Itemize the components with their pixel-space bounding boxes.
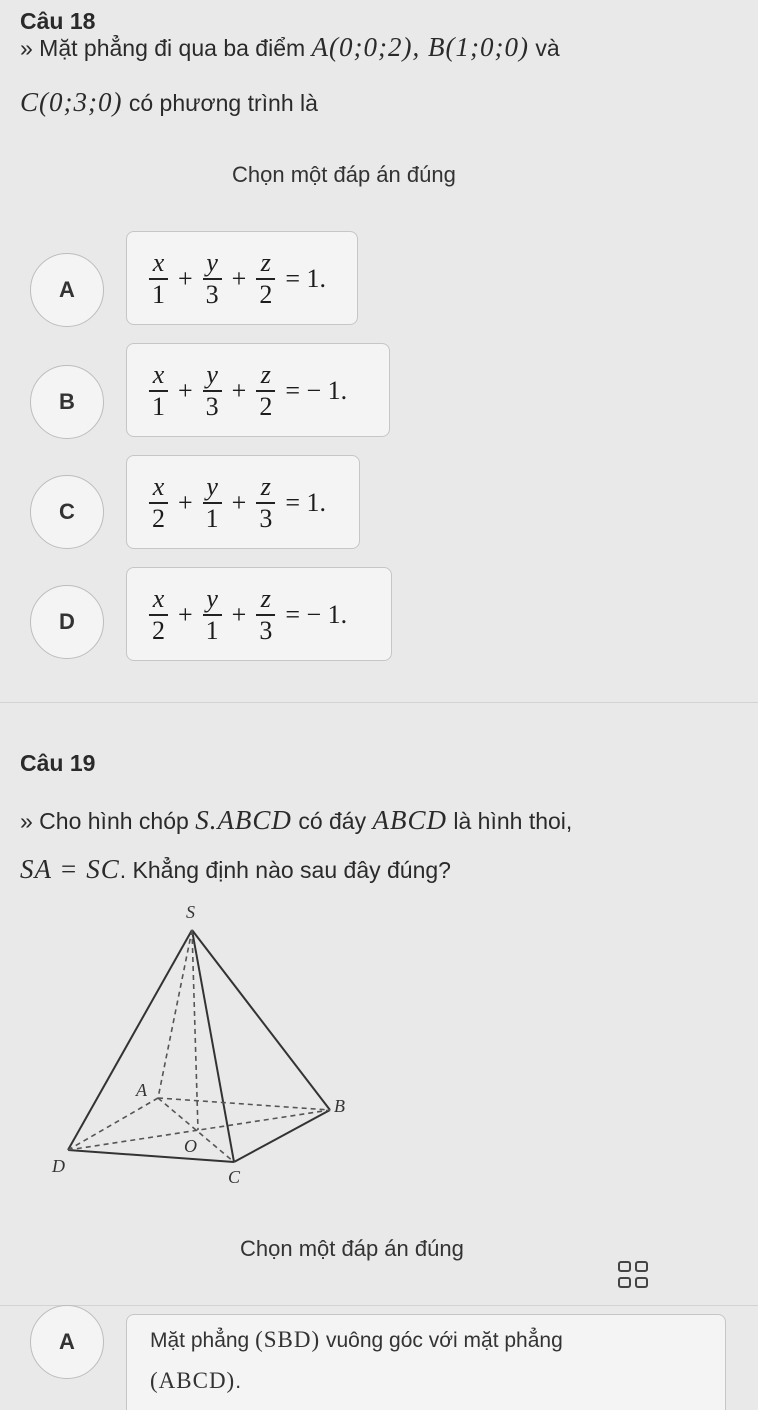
pyramid-figure [40, 900, 370, 1190]
option-a-answer[interactable] [126, 231, 358, 325]
q19-option-a-text: Mặt phẳng (SBD) vuông góc với mặt phẳng (ABCD). [150, 1327, 563, 1393]
figure-label-d: D [52, 1156, 65, 1176]
option-c-answer[interactable] [126, 455, 360, 549]
figure-label-a: A [136, 1080, 147, 1100]
question-18-text: » Mặt phẳng đi qua ba điểm A(0;0;2), B(1;0;0) và C(0;3;0) có phương trình là [20, 32, 560, 117]
grid-view-icon[interactable] [616, 1259, 652, 1295]
figure-label-o: O [184, 1136, 197, 1156]
question-19-title: Câu 19 [20, 750, 96, 776]
equation-c: $\frac{x}{2}$ + $\frac{y}{1}$ + $\frac{z}{3}$ = 1. [145, 466, 332, 540]
option-d-button[interactable]: D [30, 585, 104, 659]
figure-label-b: B [334, 1096, 345, 1116]
section-divider-2 [0, 1305, 758, 1306]
option-a-button[interactable]: A [30, 253, 104, 327]
point-c: C(0;3;0) [20, 87, 123, 117]
equation-b: $\frac{x}{1}$ + $\frac{y}{3}$ + $\frac{z}{2}$ = − 1. [145, 354, 353, 428]
question-18-title: Câu 18 [20, 8, 96, 34]
equation-a: $\frac{x}{1}$ + $\frac{y}{3}$ + $\frac{z}{2}$ = 1. [145, 242, 332, 316]
figure-label-s: S [186, 902, 195, 922]
option-d-answer[interactable] [126, 567, 392, 661]
section-divider [0, 702, 758, 703]
q19-option-a-button[interactable]: A [30, 1305, 104, 1379]
equation-d: $\frac{x}{2}$ + $\frac{y}{1}$ + $\frac{z}{3}$ = − 1. [145, 578, 353, 652]
option-c-button[interactable]: C [30, 475, 104, 549]
option-b-answer[interactable] [126, 343, 390, 437]
option-b-button[interactable]: B [30, 365, 104, 439]
question-19-text: » Cho hình chóp S.ABCD có đáy ABCD là hình thoi, SA = SC. Khẳng định nào sau đây đúng? [20, 805, 573, 884]
question-18-instruction: Chọn một đáp án đúng [232, 162, 456, 187]
figure-label-c: C [228, 1167, 241, 1187]
question-19-instruction: Chọn một đáp án đúng [240, 1236, 464, 1261]
points-ab: A(0;0;2), B(1;0;0) [311, 32, 529, 62]
